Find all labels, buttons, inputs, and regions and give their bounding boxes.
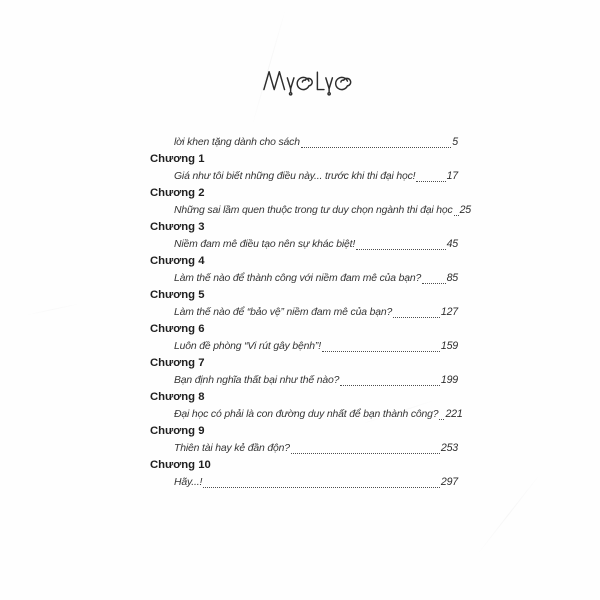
chapter-list xyxy=(150,151,471,491)
chapter-heading: Chương 4 xyxy=(150,255,205,267)
dot-leader xyxy=(454,215,459,216)
toc-chapter-block xyxy=(150,355,458,389)
dot-leader xyxy=(340,385,440,386)
chapter-heading: Chương 3 xyxy=(150,221,205,233)
title-artwork xyxy=(262,68,354,98)
chapter-heading: Chương 7 xyxy=(150,357,205,369)
photo-scratch xyxy=(476,473,541,556)
page-title-text xyxy=(262,98,263,99)
toc-entry-page: 253 xyxy=(440,442,458,454)
toc-intro-row xyxy=(150,134,458,151)
toc-entry-page: 25 xyxy=(459,204,471,216)
toc-entry-page: 159 xyxy=(440,340,458,352)
toc-entry-title: Bạn định nghĩa thất bại như thế nào? xyxy=(174,375,340,386)
dot-leader xyxy=(439,419,444,420)
toc-chapter-block xyxy=(150,185,471,219)
chapter-heading: Chương 9 xyxy=(150,425,205,437)
toc-entry-row xyxy=(150,270,458,287)
chapter-heading: Chương 8 xyxy=(150,391,205,403)
toc-entry-page: 85 xyxy=(446,272,458,284)
toc-entry-page: 17 xyxy=(446,170,458,182)
toc-entry-title: Làm thế nào để “bảo vệ” niềm đam mê của bạn? xyxy=(174,307,393,318)
toc-entry-title: Những sai lầm quen thuộc trong tư duy chọn ngành thi đại học xyxy=(174,205,453,216)
toc-entry-row xyxy=(150,304,458,321)
toc-entry-row xyxy=(150,338,458,355)
dot-leader xyxy=(422,283,445,284)
toc-chapter-block xyxy=(150,389,463,423)
toc-entry-row xyxy=(150,168,458,185)
toc-entry-title: Làm thế nào để thành công với niềm đam mê của bạn? xyxy=(174,273,422,284)
toc-entry-row xyxy=(150,202,471,219)
toc-chapter-block xyxy=(150,151,458,185)
table-of-contents xyxy=(150,134,471,491)
chapter-heading: Chương 6 xyxy=(150,323,205,335)
toc-chapter-block xyxy=(150,423,458,457)
toc-chapter-block xyxy=(150,287,458,321)
toc-entry-title: Hãy...! xyxy=(174,477,203,488)
photo-scratch xyxy=(25,303,79,315)
chapter-heading: Chương 5 xyxy=(150,289,205,301)
chapter-heading: Chương 2 xyxy=(150,187,205,199)
toc-entry-page: 5 xyxy=(452,136,458,148)
toc-entry-title: Giá như tôi biết những điều này... trước khi thi đại học! xyxy=(174,171,416,182)
toc-entry-row xyxy=(150,406,463,423)
toc-entry-page: 199 xyxy=(440,374,458,386)
chapter-heading: Chương 1 xyxy=(150,153,205,165)
dot-leader xyxy=(416,181,445,182)
toc-entry-title: lời khen tặng dành cho sách xyxy=(174,137,300,148)
toc-entry-title: Thiên tài hay kẻ đần độn? xyxy=(174,443,290,454)
dot-leader xyxy=(291,453,440,454)
page-title xyxy=(262,68,354,100)
chapter-heading: Chương 10 xyxy=(150,459,211,471)
toc-entry-row xyxy=(150,236,458,253)
toc-chapter-block xyxy=(150,219,458,253)
dot-leader xyxy=(356,249,446,250)
toc-entry-row xyxy=(150,474,458,491)
toc-entry-title: Luôn đề phòng “Vi rút gây bệnh”! xyxy=(174,341,321,352)
toc-entry-page: 127 xyxy=(440,306,458,318)
toc-chapter-block xyxy=(150,321,458,355)
dot-leader xyxy=(393,317,440,318)
toc-chapter-block xyxy=(150,457,458,491)
toc-chapter-block xyxy=(150,253,458,287)
toc-entry-title: Niềm đam mê điều tạo nên sự khác biệt! xyxy=(174,239,356,250)
toc-entry-page: 297 xyxy=(440,476,458,488)
toc-entry-page: 45 xyxy=(446,238,458,250)
toc-entry-row xyxy=(150,440,458,457)
toc-entry-page: 221 xyxy=(445,408,463,420)
dot-leader xyxy=(203,487,440,488)
dot-leader xyxy=(322,351,440,352)
toc-entry-row xyxy=(150,372,458,389)
dot-leader xyxy=(301,147,451,148)
toc-entry-title: Đại học có phải là con đường duy nhất để bạn thành công? xyxy=(174,409,439,420)
